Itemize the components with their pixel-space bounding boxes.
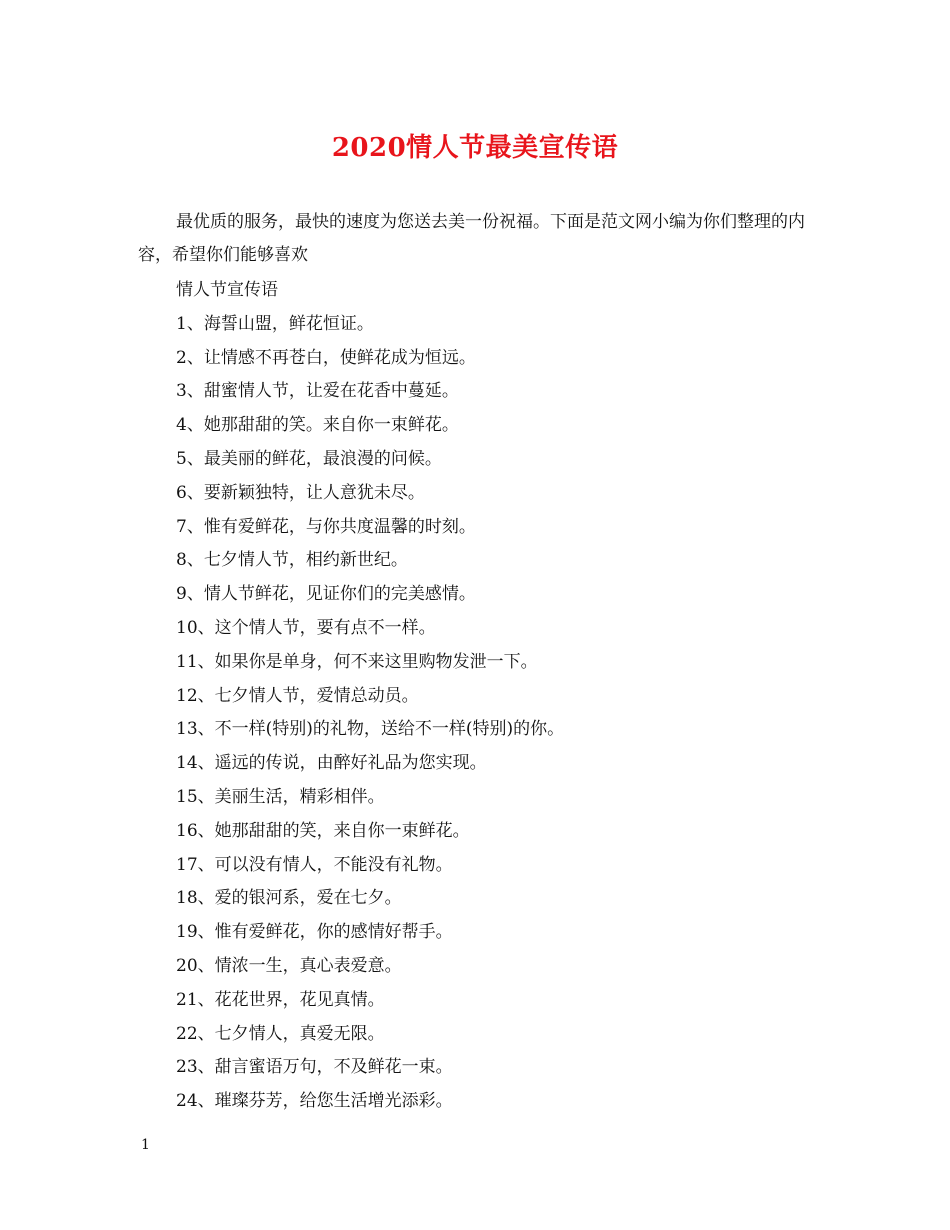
- slogan-item: 11、如果你是单身，何不来这里购物发泄一下。: [176, 651, 538, 672]
- slogan-item: 20、情浓一生，真心表爱意。: [176, 955, 402, 976]
- slogan-list: [176, 274, 816, 1119]
- section-heading: 情人节宣传语: [176, 280, 278, 300]
- slogan-item: 7、惟有爱鲜花，与你共度温馨的时刻。: [176, 516, 476, 537]
- slogan-item: 23、甜言蜜语万句，不及鲜花一束。: [176, 1057, 453, 1078]
- intro-paragraph: 最优质的服务，最快的速度为您送去美一份祝福。下面是范文网小编为你们整理的内容，希望你们能够喜欢: [138, 212, 805, 265]
- slogan-item: 19、惟有爱鲜花，你的感情好帮手。: [176, 922, 453, 943]
- slogan-item: 9、情人节鲜花，见证你们的完美感情。: [176, 584, 476, 605]
- slogan-item: 2、让情感不再苍白，使鲜花成为恒远。: [176, 347, 476, 368]
- slogan-item: 24、璀璨芬芳，给您生活增光添彩。: [176, 1091, 453, 1112]
- slogan-item: 13、不一样(特别)的礼物，送给不一样(特别)的你。: [176, 719, 565, 740]
- slogan-item: 1、海誓山盟，鲜花恒证。: [176, 313, 374, 334]
- slogan-item: 4、她那甜甜的笑。来自你一束鲜花。: [176, 415, 459, 436]
- slogan-item: 12、七夕情人节，爱情总动员。: [176, 685, 419, 706]
- slogan-item: 21、花花世界，花见真情。: [176, 989, 385, 1010]
- slogan-item: 6、要新颖独特，让人意犹未尽。: [176, 482, 425, 503]
- slogan-item: 10、这个情人节，要有点不一样。: [176, 617, 436, 638]
- slogan-item: 17、可以没有情人，不能没有礼物。: [176, 854, 453, 875]
- slogan-item: 8、七夕情人节，相约新世纪。: [176, 550, 408, 571]
- slogan-item: 5、最美丽的鲜花，最浪漫的问候。: [176, 448, 442, 469]
- slogan-item: 3、甜蜜情人节，让爱在花香中蔓延。: [176, 381, 459, 402]
- slogan-item: 15、美丽生活，精彩相伴。: [176, 786, 385, 807]
- slogan-item: 18、爱的银河系，爱在七夕。: [176, 888, 402, 909]
- slogan-item: 22、七夕情人，真爱无限。: [176, 1023, 385, 1044]
- slogan-item: 14、遥远的传说，由醉好礼品为您实现。: [176, 753, 487, 774]
- page-number: 1: [141, 1137, 150, 1153]
- document-title: 2020情人节最美宣传语: [331, 133, 619, 163]
- slogan-item: 16、她那甜甜的笑，来自你一束鲜花。: [176, 820, 470, 841]
